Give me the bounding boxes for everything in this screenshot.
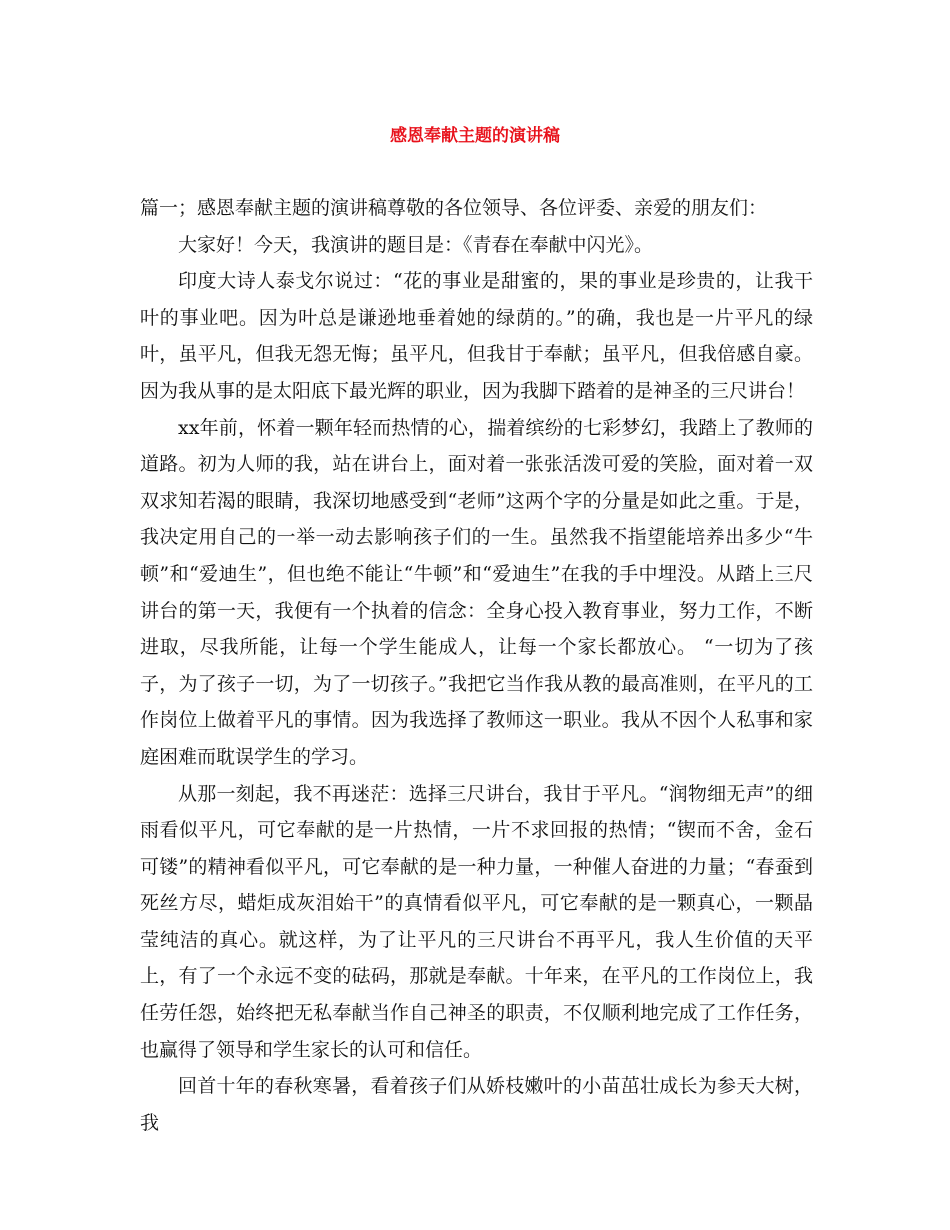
document-title: 感恩奉献主题的演讲稿 xyxy=(390,126,560,146)
paragraph-looking-back: 回首十年的春秋寒暑，看着孩子们从娇枝嫩叶的小苗茁壮成长为参天大树，我 xyxy=(140,1075,813,1134)
paragraph-greeting: 大家好！今天，我演讲的题目是：《青春在奉献中闪光》。 xyxy=(178,233,654,256)
paragraph-heading-line: 篇一；感恩奉献主题的演讲稿尊敬的各位领导、各位评委、亲爱的朋友们： xyxy=(140,197,768,219)
document-body xyxy=(140,190,813,1141)
paragraph-tagore-quote: 印度大诗人泰戈尔说过：“花的事业是甜蜜的，果的事业是珍贵的，让我干叶的事业吧。因为叶总是谦逊地垂着她的绿荫的。”的确，我也是一片平凡的绿叶，虽平凡，但我无怨无悔；虽平凡，但我甘于奉献；虽平凡，但我倍感自豪。因为我从事的是太阳底下最光辉的职业，因为我脚下踏着的是神圣的三尺讲台！ xyxy=(140,270,813,402)
paragraph-dedication: 从那一刻起，我不再迷茫：选择三尺讲台，我甘于平凡。“润物细无声”的细雨看似平凡，可它奉献的是一片热情，一片不求回报的热情；“锲而不舍，金石可镂”的精神看似平凡，可它奉献的是一种力量，一种催人奋进的力量；“春蚕到死丝方尽，蜡炬成灰泪始干”的真情看似平凡，可它奉献的是一颗真心，一颗晶莹纯洁的真心。就这样，为了让平凡的三尺讲台不再平凡，我人生价值的天平上，有了一个永远不变的砝码，那就是奉献。十年来，在平凡的工作岗位上，我任劳任怨，始终把无私奉献当作自己神圣的职责，不仅顺利地完成了工作任务，也赢得了领导和学生家长的认可和信任。 xyxy=(140,782,813,1061)
paragraph-teaching-start: xx年前，怀着一颗年轻而热情的心，揣着缤纷的七彩梦幻，我踏上了教师的道路。初为人师的我，站在讲台上，面对着一张张活泼可爱的笑脸，面对着一双双求知若渴的眼睛，我深切地感受到“老师”这两个字的分量是如此之重。于是，我决定用自己的一举一动去影响孩子们的一生。虽然我不指望能培养出多少“牛顿”和“爱迪生”，但也绝不能让“牛顿”和“爱迪生”在我的手中埋没。从踏上三尺讲台的第一天，我便有一个执着的信念：全身心投入教育事业，努力工作，不断进取，尽我所能，让每一个学生能成人，让每一个家长都放心。 “一切为了孩子，为了孩子一切，为了一切孩子。”我把它当作我从教的最高准则，在平凡的工作岗位上做着平凡的事情。因为我选择了教师这一职业。我从不因个人私事和家庭困难而耽误学生的学习。 xyxy=(140,416,813,768)
